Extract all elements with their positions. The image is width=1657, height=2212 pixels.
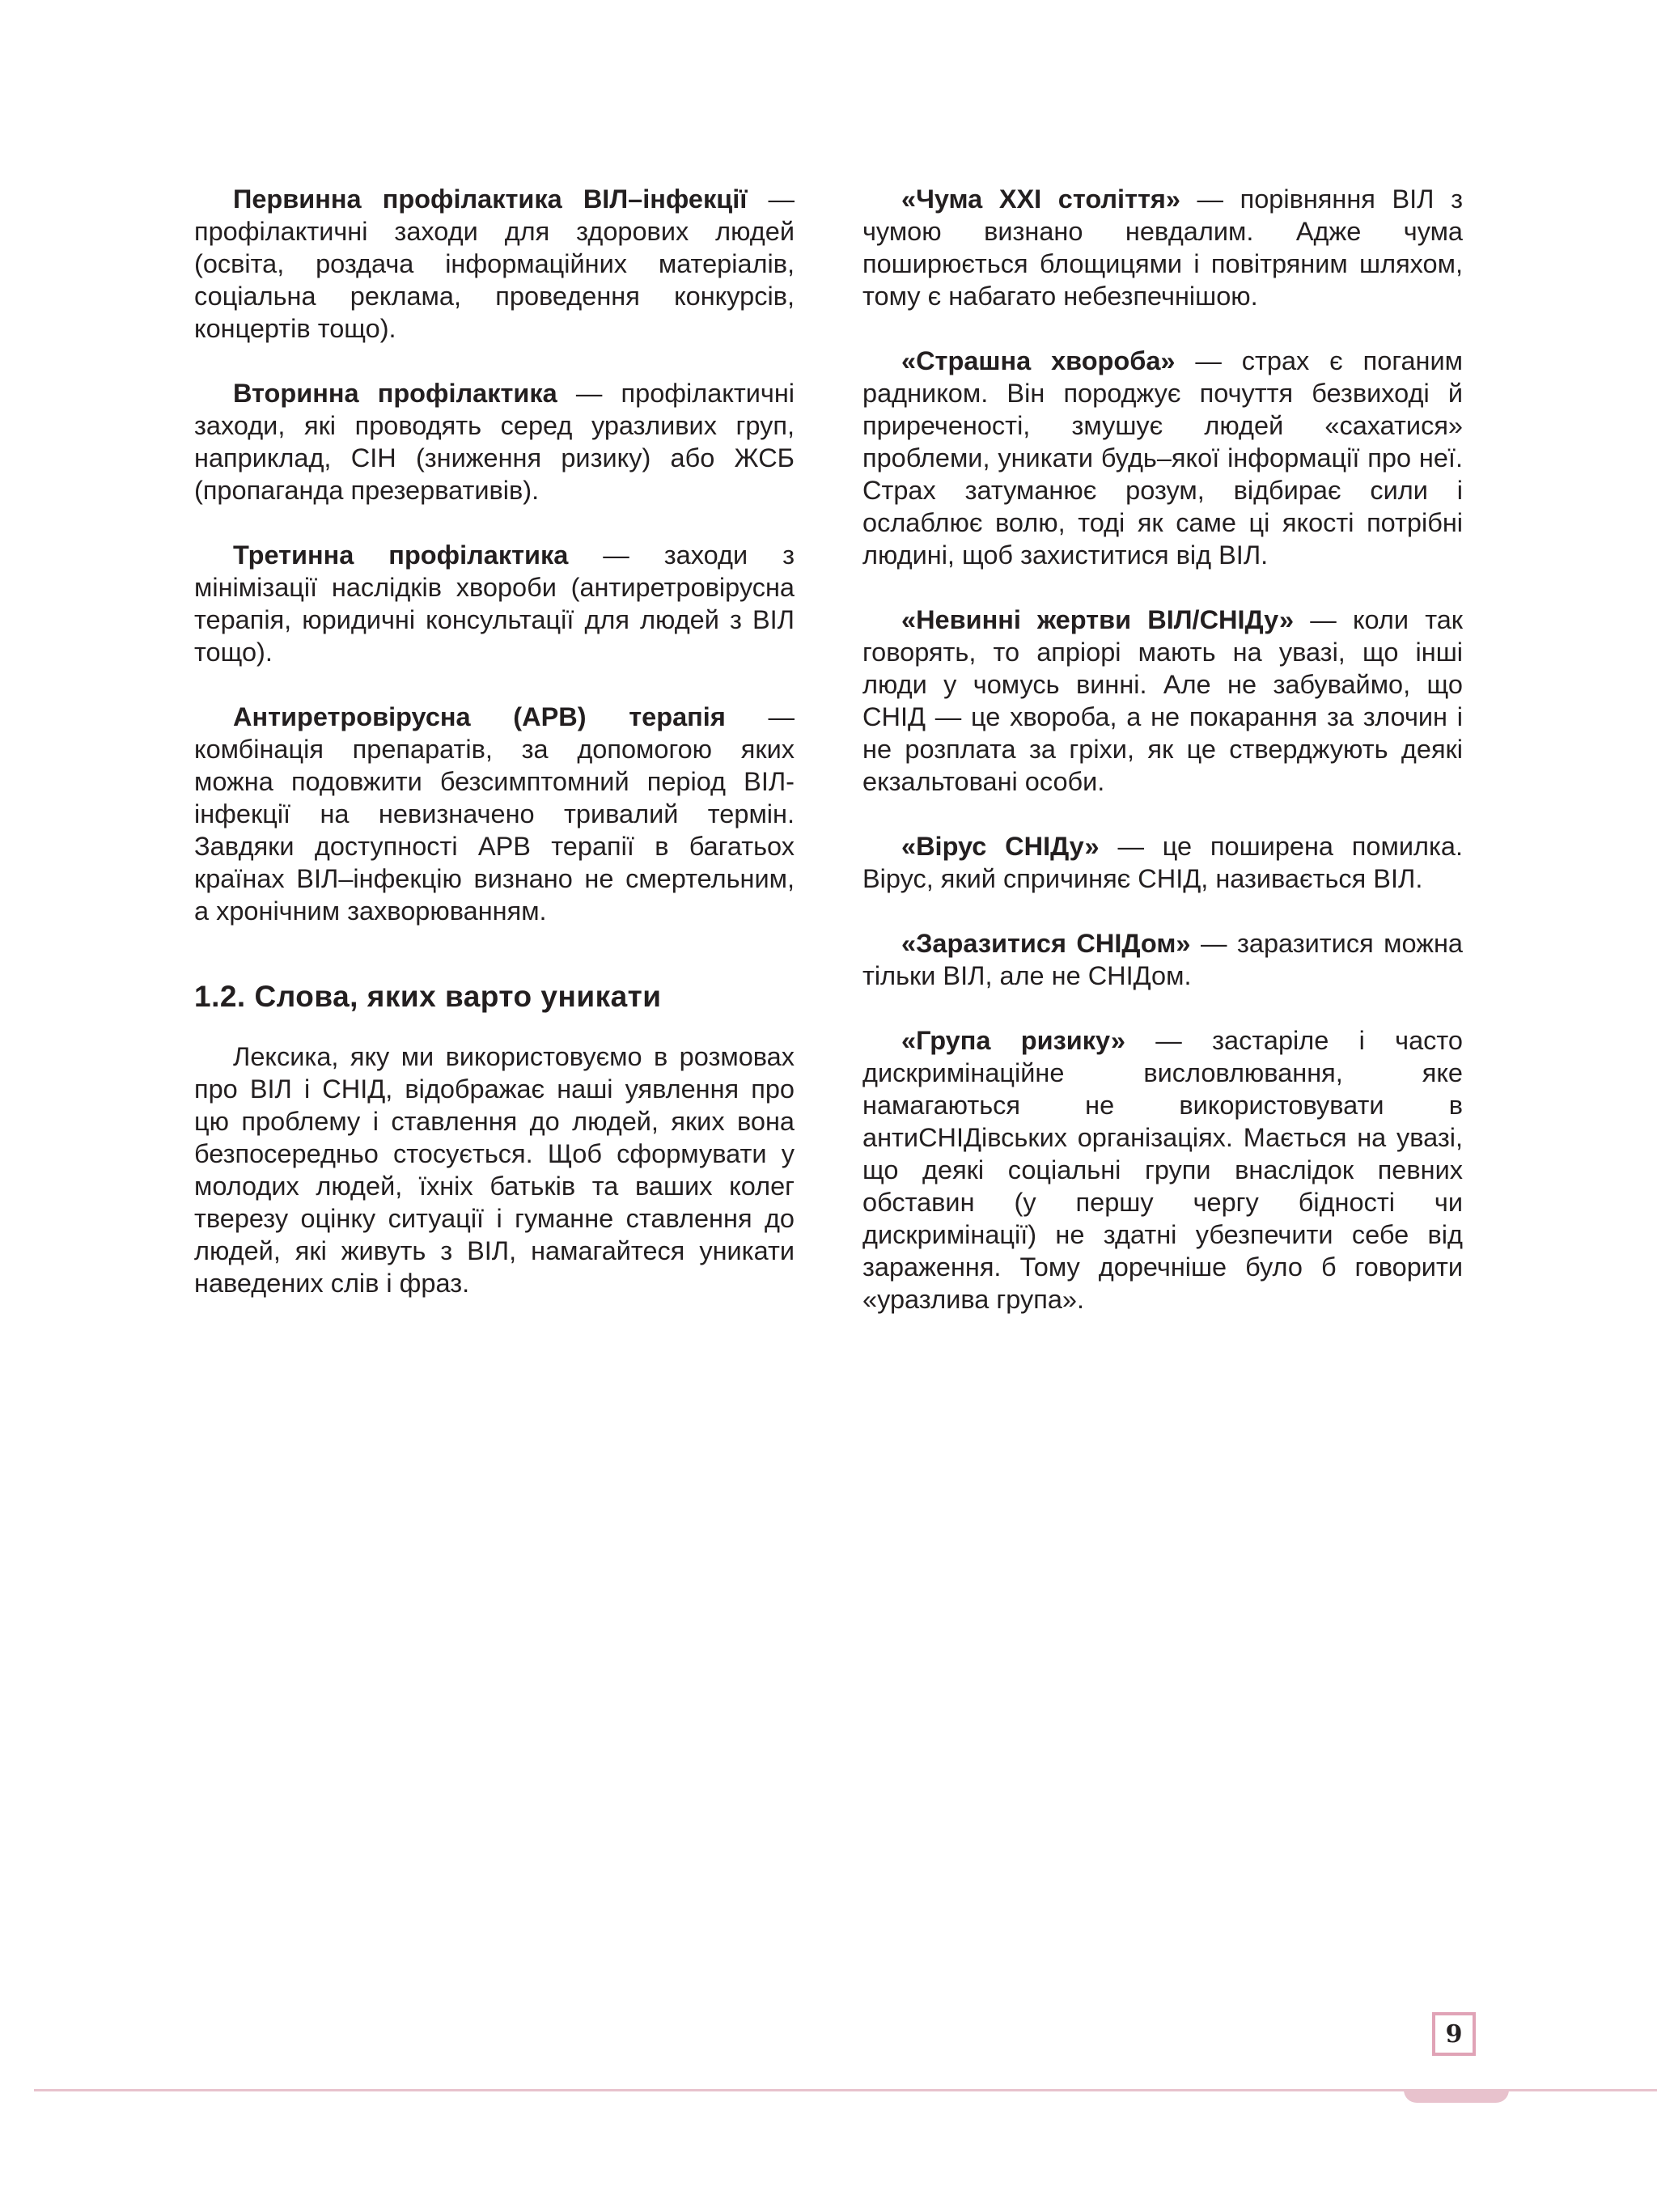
page-number: 9 xyxy=(1432,2012,1476,2056)
term-arv-therapy: Антиретровірусна (АРВ) терапія xyxy=(233,702,726,731)
definition-text: — профілактичні заходи, які проводять серед уразливих груп, наприклад, СІН (зниження ризику) або ЖСБ (пропаганда презервативів). xyxy=(194,379,795,505)
term-innocent-victims: «Невинні жертви ВІЛ/СНІДу» xyxy=(901,605,1295,634)
definition-text: — заходи з мінімізації наслідків хвороби (антиретровірусна терапія, юридичні консультації для людей з ВІЛ тощо). xyxy=(194,540,795,667)
definition-tertiary-prevention xyxy=(194,539,795,668)
term-catch-aids: «Заразитися СНІДом» xyxy=(901,929,1191,958)
phrase-text: — заразитися можна тільки ВІЛ, але не СНІДом. xyxy=(862,929,1463,990)
term-aids-virus: «Вірус СНІДу» xyxy=(901,832,1100,861)
phrase-catch-aids xyxy=(862,927,1463,992)
page-number-tab xyxy=(1404,2090,1509,2103)
phrase-innocent-victims xyxy=(862,604,1463,798)
term-primary-prevention: Первинна профілактика ВІЛ–інфекції xyxy=(233,184,748,214)
left-column xyxy=(194,183,795,1299)
definition-secondary-prevention xyxy=(194,377,795,506)
term-tertiary-prevention: Третинна профілактика xyxy=(233,540,569,570)
term-terrible-disease: «Страшна хвороба» xyxy=(901,346,1176,375)
right-column xyxy=(862,183,1463,1316)
definition-text: — комбінація препаратів, за допомогою яких можна подовжити безсимптомний період ВІЛ-інфекції на невизначено тривалий термін. Завдяки доступності АРВ терапії в багатьох країнах ВІЛ–інфекцію визнано не смертельним, а хронічним захворюванням. xyxy=(194,702,795,926)
phrase-risk-group xyxy=(862,1024,1463,1316)
term-plague: «Чума XXI століття» xyxy=(901,184,1180,214)
section-paragraph: Лексика, яку ми використовуємо в розмовах про ВІЛ і СНІД, відображає наші уявлення про цю проблему і ставлення до людей, яких вона безпосередньо стосується. Щоб сформувати у молодих людей, їхніх батьків та ваших колег тверезу оцінку ситуації і гуманне ставлення до людей, які живуть з ВІЛ, намагайтеся уникати наведених слів і фраз. xyxy=(194,1042,795,1298)
phrase-plague xyxy=(862,183,1463,312)
definition-primary-prevention xyxy=(194,183,795,345)
phrase-aids-virus xyxy=(862,830,1463,895)
term-secondary-prevention: Вторинна профілактика xyxy=(233,379,557,408)
definition-arv-therapy xyxy=(194,701,795,927)
phrase-text: — порівняння ВІЛ з чумою визнано невдалим. Адже чума поширюється блощицями і повітряним шляхом, тому є набагато небезпечнішою. xyxy=(862,184,1463,311)
definition-text: — профілактичні заходи для здорових людей (освіта, роздача інформаційних матеріалів, соціальна реклама, проведення конкурсів, концертів тощо). xyxy=(194,184,795,343)
phrase-terrible-disease xyxy=(862,345,1463,571)
phrase-text: — коли так говорять, то апріорі мають на увазі, що інші люди у чомусь винні. Але не забуваймо, що СНІД — це хвороба, а не покарання за злочин і не розплата за гріхи, як це стверджують деякі екзальтовані особи. xyxy=(862,605,1464,796)
phrase-text: — це поширена помилка. Вірус, який спричиняє СНІД, називається ВІЛ. xyxy=(862,832,1463,893)
phrase-text: — страх є поганим радником. Він породжує почуття безвиході й приреченості, змушує людей «сахатися» проблеми, уникати будь–якої інформації про неї. Страх затуманює розум, відбирає сили і ослаблює волю, тоді як саме ці якості потрібні людині, щоб захиститися від ВІЛ. xyxy=(862,346,1463,570)
phrase-text: — застаріле і часто дискримінаційне висловлювання, яке намагаються не використовувати в антиСНІДівських організаціях. Мається на увазі, що деякі соціальні групи внаслідок певних обставин (у першу чергу бідності чи дискримінації) не здатні убезпечити себе від зараження. Тому доречніше було б говорити «уразлива група». xyxy=(862,1026,1463,1314)
term-risk-group: «Група ризику» xyxy=(901,1026,1125,1055)
section-heading: 1.2. Слова, яких варто уникати xyxy=(194,980,662,1013)
